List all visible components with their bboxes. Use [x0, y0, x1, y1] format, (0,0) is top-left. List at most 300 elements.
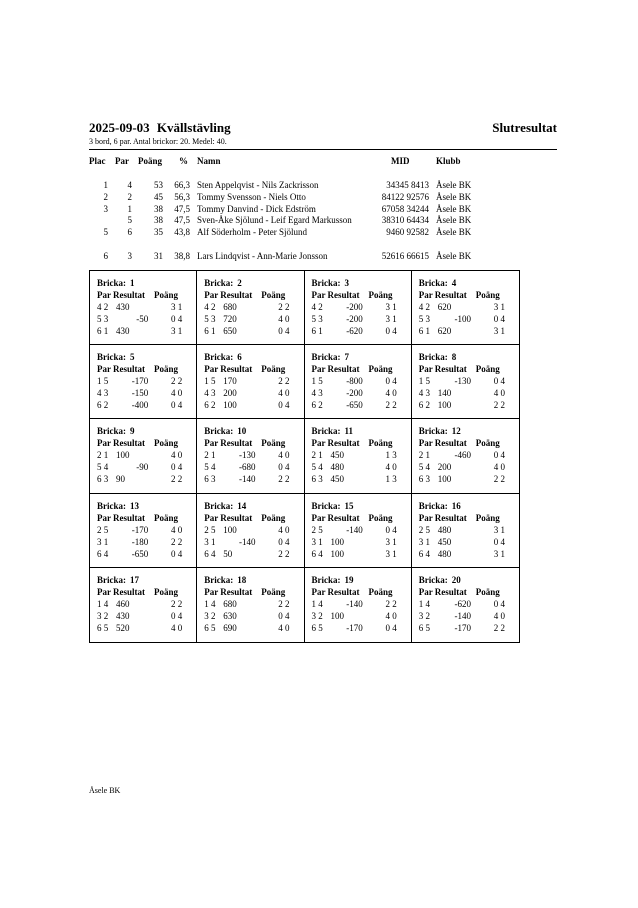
- board-row-par: 4 3: [204, 388, 216, 399]
- board-col-poang: Poäng: [368, 512, 393, 523]
- board-col-resultat: Resultat: [220, 364, 253, 375]
- board-row-poang: 0 4: [493, 314, 505, 324]
- board-label: Bricka:: [418, 500, 448, 511]
- board-row-poang: 4 0: [278, 622, 290, 633]
- board-label: Bricka:: [311, 500, 341, 511]
- board-number: 17: [130, 574, 139, 585]
- board-row-par: 4 3: [97, 388, 109, 399]
- board-col-resultat: Resultat: [220, 290, 253, 300]
- board-row-poang: 4 0: [493, 462, 505, 473]
- standing-names: Sven-Åke Sjölund - Leif Egard Markusson: [197, 215, 352, 225]
- board-label: Bricka:: [311, 426, 341, 437]
- board-row-result-ew: -50: [136, 314, 149, 324]
- board-row-poang: 0 4: [493, 598, 505, 609]
- board-row-result-ns: 620: [437, 326, 452, 336]
- board-row-poang: 2 2: [493, 474, 505, 485]
- board-title: [312, 426, 354, 436]
- board-row-par: 3 1: [97, 536, 109, 547]
- standing-poang: 45: [154, 192, 163, 202]
- board-label: Bricka:: [418, 278, 448, 288]
- board-row-par: 6 1: [97, 326, 109, 336]
- board-number: 6: [237, 352, 242, 363]
- board-col-poang: Poäng: [475, 438, 500, 449]
- board-row-poang: 0 4: [278, 536, 290, 547]
- board-row-par: 6 5: [418, 622, 430, 633]
- board-row-result-ew: -170: [131, 524, 149, 535]
- board-row-result-ew: -170: [346, 622, 363, 633]
- board-title: [419, 352, 457, 362]
- board-col-poang: Poäng: [154, 364, 179, 375]
- standing-club: Åsele BK: [436, 180, 472, 190]
- board-col-resultat: Resultat: [113, 364, 145, 375]
- board-label: Bricka:: [97, 352, 126, 363]
- board-box: [305, 271, 412, 345]
- board-box: [197, 271, 304, 345]
- board-row-poang: 4 0: [278, 388, 290, 399]
- board-row-result-ns: 460: [116, 598, 130, 609]
- board-row-par: 5 3: [311, 314, 323, 324]
- board-row-par: 1 5: [418, 376, 430, 387]
- board-number: 10: [237, 426, 247, 437]
- board-number: 8: [451, 352, 457, 363]
- board-col-resultat: Resultat: [220, 438, 253, 449]
- tournament-date: 2025-09-03: [89, 120, 150, 135]
- board-label: Bricka:: [418, 574, 448, 585]
- board-col-par: Par: [204, 438, 219, 449]
- col-header-plac: Plac: [89, 156, 106, 166]
- board-row-par: 3 2: [418, 610, 430, 621]
- board-col-resultat: Resultat: [327, 438, 360, 449]
- standing-mid: 34345 8413: [386, 180, 429, 190]
- board-row-par: 3 1: [311, 536, 323, 547]
- board-row-poang: 4 0: [385, 462, 397, 473]
- board-col-poang: Poäng: [261, 438, 286, 449]
- board-col-poang: Poäng: [475, 586, 500, 597]
- board-row-result-ew: -170: [131, 376, 149, 387]
- standing-poang: 53: [154, 180, 163, 190]
- board-row-poang: 0 4: [171, 314, 183, 324]
- board-row-poang: 3 1: [385, 314, 397, 324]
- board-title: [97, 278, 135, 288]
- board-row-poang: 3 1: [493, 548, 505, 559]
- board-title: [204, 278, 242, 288]
- board-col-poang: Poäng: [368, 364, 393, 375]
- board-row-poang: 4 0: [278, 314, 290, 324]
- board-row-par: 2 1: [418, 450, 430, 461]
- board-col-par: Par: [418, 364, 433, 375]
- board-row-par: 1 4: [97, 598, 109, 609]
- board-col-poang: Poäng: [154, 438, 179, 449]
- board-col-par: Par: [97, 438, 111, 449]
- board-col-poang: Poäng: [368, 438, 393, 449]
- board-row-result-ew: -620: [454, 598, 471, 609]
- standing-mid: 84122 92576: [381, 192, 429, 202]
- board-row-par: 4 3: [418, 388, 430, 399]
- board-number: 19: [344, 574, 354, 585]
- board-col-resultat: Resultat: [434, 364, 467, 375]
- board-box: [412, 419, 519, 493]
- board-row-par: 6 2: [97, 400, 109, 411]
- board-box: [305, 345, 412, 419]
- board-number: 2: [237, 278, 242, 288]
- board-col-resultat: Resultat: [327, 586, 360, 597]
- board-row-par: 4 3: [311, 388, 323, 399]
- header-divider: [89, 149, 557, 150]
- board-row-par: 1 5: [311, 376, 323, 387]
- board-row-poang: 0 4: [278, 400, 290, 411]
- standing-pct: 47,5: [174, 215, 190, 225]
- board-label: Bricka:: [418, 426, 448, 437]
- board-row-poang: 3 1: [493, 326, 505, 336]
- board-row-poang: 4 0: [385, 388, 397, 399]
- board-col-par: Par: [418, 586, 433, 597]
- board-row-par: 6 4: [97, 548, 109, 559]
- board-row-result-ns: 480: [437, 524, 452, 535]
- board-row-par: 1 4: [418, 598, 430, 609]
- board-col-resultat: Resultat: [434, 438, 467, 449]
- board-row-result-ns: 50: [223, 548, 233, 559]
- board-row-par: 5 3: [204, 314, 216, 324]
- board-row-poang: 3 1: [171, 302, 183, 312]
- board-row-par: 6 4: [311, 548, 323, 559]
- board-row-poang: 0 4: [278, 326, 290, 336]
- board-box: [305, 568, 412, 642]
- result-label: Slutresultat: [492, 120, 557, 135]
- board-number: 13: [130, 500, 139, 511]
- board-row-par: 2 5: [418, 524, 430, 535]
- board-row-poang: 4 0: [493, 610, 505, 621]
- board-label: Bricka:: [97, 500, 126, 511]
- board-row-result-ew: -680: [239, 462, 256, 473]
- board-row-result-ew: -140: [346, 598, 363, 609]
- board-row-poang: 0 4: [171, 548, 183, 559]
- board-title: [419, 501, 461, 511]
- standing-pct: 56,3: [174, 192, 190, 202]
- board-label: Bricka:: [311, 574, 341, 585]
- board-number: 20: [451, 574, 461, 585]
- board-number: 16: [451, 500, 461, 511]
- board-number: 1: [130, 278, 135, 288]
- board-label: Bricka:: [204, 352, 234, 363]
- board-row-poang: 3 1: [493, 524, 505, 535]
- board-row-par: 5 4: [97, 462, 109, 473]
- board-row-poang: 4 0: [171, 622, 183, 633]
- board-number: 18: [237, 574, 247, 585]
- board-col-poang: Poäng: [368, 290, 393, 300]
- board-row-par: 2 1: [311, 450, 323, 461]
- board-row-par: 6 3: [418, 474, 430, 485]
- standing-plac: 6: [103, 251, 108, 261]
- board-row-poang: 3 1: [385, 548, 397, 559]
- board-number: 9: [130, 426, 135, 437]
- board-row-poang: 2 2: [171, 376, 183, 387]
- board-row-result-ew: -800: [346, 376, 363, 387]
- board-box: [90, 419, 197, 493]
- board-row-poang: 2 2: [278, 302, 290, 312]
- board-row-poang: 4 0: [171, 450, 183, 461]
- board-row-par: 5 3: [97, 314, 109, 324]
- board-label: Bricka:: [418, 352, 448, 363]
- board-row-result-ns: 100: [223, 524, 237, 535]
- board-row-par: 5 4: [204, 462, 216, 473]
- board-row-par: 6 3: [204, 474, 216, 485]
- board-row-par: 6 3: [311, 474, 323, 485]
- board-box: [197, 494, 304, 568]
- board-row-poang: 0 4: [493, 376, 505, 387]
- board-row-poang: 2 2: [278, 548, 290, 559]
- board-row-par: 6 1: [204, 326, 216, 336]
- board-col-par: Par: [311, 512, 326, 523]
- board-row-poang: 2 2: [171, 536, 183, 547]
- board-col-poang: Poäng: [154, 512, 179, 523]
- board-row-par: 6 5: [97, 622, 109, 633]
- standing-plac: 1: [103, 180, 108, 190]
- board-title: [204, 501, 246, 511]
- board-label: Bricka:: [204, 278, 234, 288]
- board-row-result-ns: 430: [116, 326, 130, 336]
- standing-pct: 38,8: [174, 251, 190, 261]
- board-row-poang: 4 0: [278, 524, 290, 535]
- board-box: [90, 494, 197, 568]
- board-row-result-ns: 100: [330, 610, 344, 621]
- board-row-par: 5 4: [311, 462, 323, 473]
- standing-par: 1: [127, 204, 132, 214]
- board-col-par: Par: [311, 364, 326, 375]
- board-row-par: 4 2: [97, 302, 109, 312]
- board-title: [419, 575, 461, 585]
- board-row-par: 6 1: [418, 326, 430, 336]
- board-col-resultat: Resultat: [327, 290, 360, 300]
- board-row-result-ns: 430: [116, 302, 130, 312]
- board-row-result-ns: 100: [116, 450, 130, 461]
- board-row-par: 6 1: [311, 326, 323, 336]
- board-col-par: Par: [311, 586, 326, 597]
- board-row-poang: 2 2: [493, 400, 505, 411]
- board-label: Bricka:: [204, 426, 234, 437]
- board-title: [419, 426, 461, 436]
- board-number: 15: [344, 500, 354, 511]
- board-row-par: 6 3: [97, 474, 109, 485]
- board-row-poang: 2 2: [171, 474, 183, 485]
- board-row-par: 3 1: [204, 536, 216, 547]
- board-row-poang: 2 2: [385, 598, 397, 609]
- standing-par: 3: [127, 251, 132, 261]
- board-col-resultat: Resultat: [113, 438, 145, 449]
- standing-mid: 67058 34244: [381, 204, 429, 214]
- board-row-result-ew: -200: [346, 302, 363, 312]
- board-row-par: 4 2: [418, 302, 430, 312]
- board-row-result-ew: -140: [239, 536, 256, 547]
- standing-par: 5: [127, 215, 132, 225]
- board-title: [419, 278, 457, 288]
- board-row-par: 6 2: [204, 400, 216, 411]
- standing-plac: 2: [103, 192, 108, 202]
- standing-club: Åsele BK: [436, 227, 472, 237]
- board-col-resultat: Resultat: [434, 586, 467, 597]
- board-row-result-ew: -400: [131, 400, 149, 411]
- board-title: [204, 575, 246, 585]
- board-number: 11: [344, 426, 354, 437]
- board-title: [312, 278, 350, 288]
- board-col-poang: Poäng: [368, 586, 393, 597]
- standing-names: Sten Appelqvist - Nils Zackrisson: [197, 180, 319, 190]
- board-box: [197, 568, 304, 642]
- col-header-klubb: Klubb: [436, 156, 461, 166]
- board-row-result-ew: -170: [454, 622, 471, 633]
- board-box: [305, 419, 412, 493]
- board-row-result-ns: 680: [223, 598, 237, 609]
- board-col-poang: Poäng: [261, 364, 286, 375]
- board-row-par: 5 3: [418, 314, 430, 324]
- board-row-poang: 3 1: [385, 302, 397, 312]
- board-row-par: 6 2: [418, 400, 430, 411]
- board-row-poang: 0 4: [385, 622, 397, 633]
- board-row-poang: 3 1: [385, 536, 397, 547]
- board-number: 5: [130, 352, 135, 363]
- board-title: [97, 426, 135, 436]
- board-row-result-ns: 100: [437, 474, 452, 485]
- board-col-par: Par: [418, 290, 433, 300]
- board-col-poang: Poäng: [261, 512, 286, 523]
- standing-mid: 38310 64434: [381, 215, 429, 225]
- board-title: [312, 352, 350, 362]
- board-row-par: 3 2: [311, 610, 323, 621]
- board-row-poang: 2 2: [493, 622, 505, 633]
- board-row-result-ns: 100: [330, 536, 344, 547]
- tournament-summary: 3 bord, 6 par. Antal brickor: 20. Medel: 40.: [89, 137, 227, 146]
- board-row-result-ns: 200: [437, 462, 452, 473]
- board-col-poang: Poäng: [261, 586, 286, 597]
- board-box: [197, 345, 304, 419]
- board-row-result-ew: -200: [346, 314, 363, 324]
- board-row-poang: 4 0: [171, 524, 183, 535]
- board-number: 14: [237, 500, 247, 511]
- board-row-poang: 0 4: [385, 326, 397, 336]
- board-col-resultat: Resultat: [434, 512, 467, 523]
- standing-names: Alf Söderholm - Peter Sjölund: [197, 227, 307, 237]
- standing-poang: 38: [154, 204, 163, 214]
- board-row-result-ew: -130: [239, 450, 256, 461]
- board-row-par: 6 5: [311, 622, 323, 633]
- board-row-poang: 0 4: [385, 524, 397, 535]
- board-row-par: 1 5: [97, 376, 109, 387]
- board-row-result-ns: 200: [223, 388, 237, 399]
- board-row-result-ns: 90: [116, 474, 125, 485]
- board-col-resultat: Resultat: [327, 364, 360, 375]
- board-col-par: Par: [97, 512, 111, 523]
- board-row-result-ew: -620: [346, 326, 363, 336]
- standing-par: 2: [127, 192, 132, 202]
- board-col-poang: Poäng: [154, 586, 179, 597]
- board-row-result-ns: 100: [437, 400, 452, 411]
- board-number: 4: [451, 278, 457, 288]
- board-row-result-ns: 140: [437, 388, 452, 399]
- board-row-poang: 0 4: [493, 536, 505, 547]
- standing-par: 6: [127, 227, 132, 237]
- board-row-poang: 4 0: [171, 388, 183, 399]
- board-row-result-ns: 450: [330, 474, 344, 485]
- board-row-par: 2 5: [97, 524, 109, 535]
- board-box: [305, 494, 412, 568]
- board-col-par: Par: [204, 586, 219, 597]
- board-label: Bricka:: [97, 426, 126, 437]
- board-row-poang: 1 3: [385, 474, 397, 485]
- board-title: [204, 426, 246, 436]
- board-row-result-ns: 650: [223, 326, 237, 336]
- board-title: [312, 501, 354, 511]
- page-title: [89, 120, 231, 136]
- board-row-poang: 3 1: [171, 326, 183, 336]
- board-col-par: Par: [204, 364, 219, 375]
- board-row-result-ew: -90: [136, 462, 149, 473]
- board-row-result-ns: 450: [437, 536, 452, 547]
- board-row-poang: 0 4: [278, 610, 290, 621]
- col-header-par: Par: [115, 156, 129, 166]
- board-row-result-ew: -100: [454, 314, 471, 324]
- board-box: [90, 568, 197, 642]
- board-col-poang: Poäng: [475, 364, 500, 375]
- board-row-poang: 0 4: [278, 462, 290, 473]
- board-row-par: 2 1: [97, 450, 109, 461]
- board-col-poang: Poäng: [154, 290, 179, 300]
- board-box: [412, 568, 519, 642]
- board-col-par: Par: [204, 290, 219, 300]
- board-row-poang: 0 4: [493, 450, 505, 461]
- standing-names: Tommy Svensson - Niels Otto: [197, 192, 306, 202]
- board-col-poang: Poäng: [475, 512, 500, 523]
- board-row-poang: 2 2: [278, 598, 290, 609]
- board-row-par: 1 4: [311, 598, 323, 609]
- standing-poang: 35: [154, 227, 163, 237]
- board-row-result-ew: -140: [454, 610, 471, 621]
- board-row-poang: 3 1: [493, 302, 505, 312]
- board-row-result-ns: 450: [330, 450, 344, 461]
- board-number: 7: [344, 352, 349, 363]
- board-row-result-ew: -150: [131, 388, 149, 399]
- board-title: [312, 575, 354, 585]
- board-label: Bricka:: [97, 278, 126, 288]
- board-col-poang: Poäng: [475, 290, 500, 300]
- board-row-par: 2 5: [311, 524, 323, 535]
- standing-club: Åsele BK: [436, 215, 472, 225]
- board-row-par: 6 5: [204, 622, 216, 633]
- board-col-resultat: Resultat: [113, 290, 145, 300]
- board-box: [412, 494, 519, 568]
- board-row-result-ns: 520: [116, 622, 130, 633]
- board-title: [204, 352, 242, 362]
- board-results-grid: [89, 270, 520, 643]
- standing-pct: 66,3: [174, 180, 190, 190]
- board-row-result-ew: -460: [454, 450, 471, 461]
- board-row-par: 3 2: [204, 610, 216, 621]
- board-row-result-ns: 480: [437, 548, 452, 559]
- board-col-resultat: Resultat: [434, 290, 467, 300]
- board-row-result-ns: 430: [116, 610, 130, 621]
- col-header-namn: Namn: [197, 156, 221, 166]
- board-col-par: Par: [311, 290, 326, 300]
- board-row-poang: 0 4: [385, 376, 397, 387]
- board-row-par: 1 4: [204, 598, 216, 609]
- board-row-par: 1 5: [204, 376, 216, 387]
- tournament-name: Kvällstävling: [156, 120, 231, 135]
- board-row-result-ns: 720: [223, 314, 237, 324]
- board-row-result-ew: -200: [346, 388, 363, 399]
- board-col-par: Par: [418, 438, 433, 449]
- board-row-par: 2 1: [204, 450, 216, 461]
- footer-club: Åsele BK: [89, 786, 121, 795]
- board-col-par: Par: [97, 364, 111, 375]
- board-box: [90, 345, 197, 419]
